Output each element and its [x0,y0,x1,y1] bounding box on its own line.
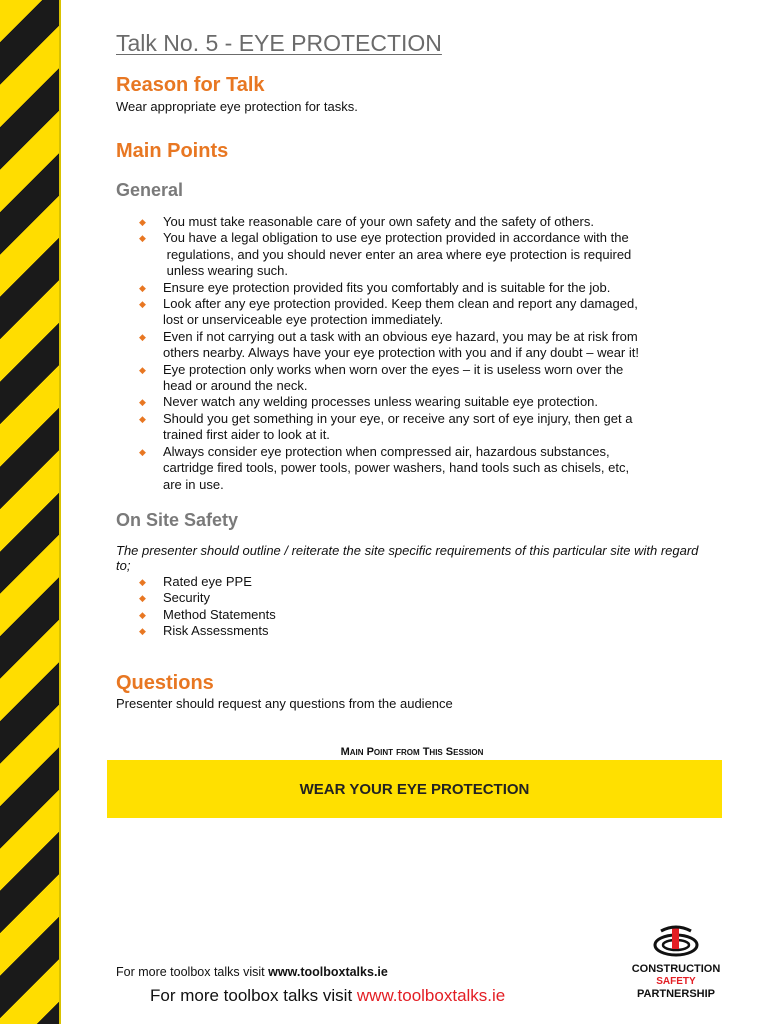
diamond-bullet-icon: ◆ [139,282,146,293]
page-title: Talk No. 5 - EYE PROTECTION [116,30,442,56]
bullet-item [116,623,716,639]
diamond-bullet-icon: ◆ [139,364,146,375]
bullet-line: You have a legal obligation to use eye protection provided in accordance with the [163,230,629,246]
bullet-line: are in use. [163,476,224,492]
diamond-bullet-icon: ◆ [139,609,146,620]
csp-logo-icon [651,925,701,961]
session-label [0,746,768,758]
diamond-bullet-icon: ◆ [139,299,146,310]
footer-large-prefix: For more toolbox talks visit [150,986,357,1005]
questions-heading: Questions [116,672,214,694]
logo-line-partnership: PARTNERSHIP [636,988,716,1000]
diamond-bullet-icon: ◆ [139,577,146,587]
bullet-line: cartridge fired tools, power tools, power washers, hand tools such as chisels, etc, [163,460,630,476]
bullet-line: unless wearing such. [163,263,289,279]
diamond-bullet-icon: ◆ [139,233,146,244]
bullet-item [116,394,716,410]
main-point-banner [107,760,722,818]
bullet-item [116,280,716,296]
bullet-line: Eye protection only works when worn over the eyes – it is useless worn over the [163,361,624,377]
general-bullet-list [116,214,716,493]
bullet-item [116,411,716,444]
bullet-item [116,296,716,329]
footer-small-link[interactable]: www.toolboxtalks.ie [268,965,388,979]
bullet-item [116,362,716,395]
diamond-bullet-icon: ◆ [139,413,146,424]
bullet-line: regulations, and you should never enter an area where eye protection is required [163,246,632,262]
bullet-line: lost or unserviceable eye protection immediately. [163,312,444,328]
diamond-bullet-icon: ◆ [139,626,146,637]
diamond-bullet-icon: ◆ [139,331,146,342]
bullet-item [116,230,716,279]
bullet-line: Even if not carrying out a task with an obvious eye hazard, you may be at risk from [163,328,638,344]
footer-line-small [116,965,388,979]
diamond-bullet-icon: ◆ [139,397,146,408]
questions-text: Presenter should request any questions from the audience [116,696,453,711]
session-label-text: Main Point from This Session [340,746,484,758]
bullet-line: head or around the neck. [163,378,308,394]
bullet-item [116,329,716,362]
bullet-line: Should you get something in your eye, or receive any sort of eye injury, then get a [163,410,633,426]
bullet-item [116,444,716,493]
bullet-line: Ensure eye protection provided fits you comfortably and is suitable for the job. [163,279,611,295]
bullet-text: Method Statements [163,606,276,622]
bullet-item [116,590,716,606]
bullet-line: Always consider eye protection when compressed air, hazardous substances, [163,443,610,459]
diamond-bullet-icon: ◆ [139,593,146,604]
reason-heading: Reason for Talk [116,74,265,96]
diamond-bullet-icon: ◆ [139,217,146,227]
main-point-banner-text: WEAR YOUR EYE PROTECTION [299,781,530,798]
bullet-line: trained first aider to look at it. [163,427,330,443]
on-site-heading: On Site Safety [116,510,239,530]
bullet-item [116,574,716,590]
on-site-bullet-list [116,574,716,640]
logo-line-construction: CONSTRUCTION [631,963,721,975]
diamond-bullet-icon: ◆ [139,446,146,457]
reason-text: Wear appropriate eye protection for tasks. [116,99,358,114]
bullet-text: Rated eye PPE [163,574,252,589]
hazard-stripe-border [0,0,59,1024]
general-heading: General [116,180,184,200]
bullet-item [116,607,716,623]
csp-logo [606,925,746,1005]
main-points-heading: Main Points [116,140,229,162]
footer-small-prefix: For more toolbox talks visit [116,965,269,979]
bullet-text: Risk Assessments [163,623,269,639]
bullet-line: others nearby. Always have your eye protection with you and if any doubt – wear it! [163,345,639,361]
footer-line-large [150,986,505,1006]
bullet-item [116,214,716,230]
on-site-intro: The presenter should outline / reiterate the site specific requirements of this particular site with regard to; [116,543,699,573]
bullet-text: Security [163,590,210,606]
stripe-edge [59,0,61,1024]
bullet-line: Look after any eye protection provided. Keep them clean and report any damaged, [163,296,638,312]
logo-line-safety: SAFETY [656,976,696,987]
bullet-line: Never watch any welding processes unless wearing suitable eye protection. [163,394,599,410]
footer-large-link[interactable]: www.toolboxtalks.ie [356,986,506,1005]
bullet-line: You must take reasonable care of your own safety and the safety of others. [163,214,594,229]
